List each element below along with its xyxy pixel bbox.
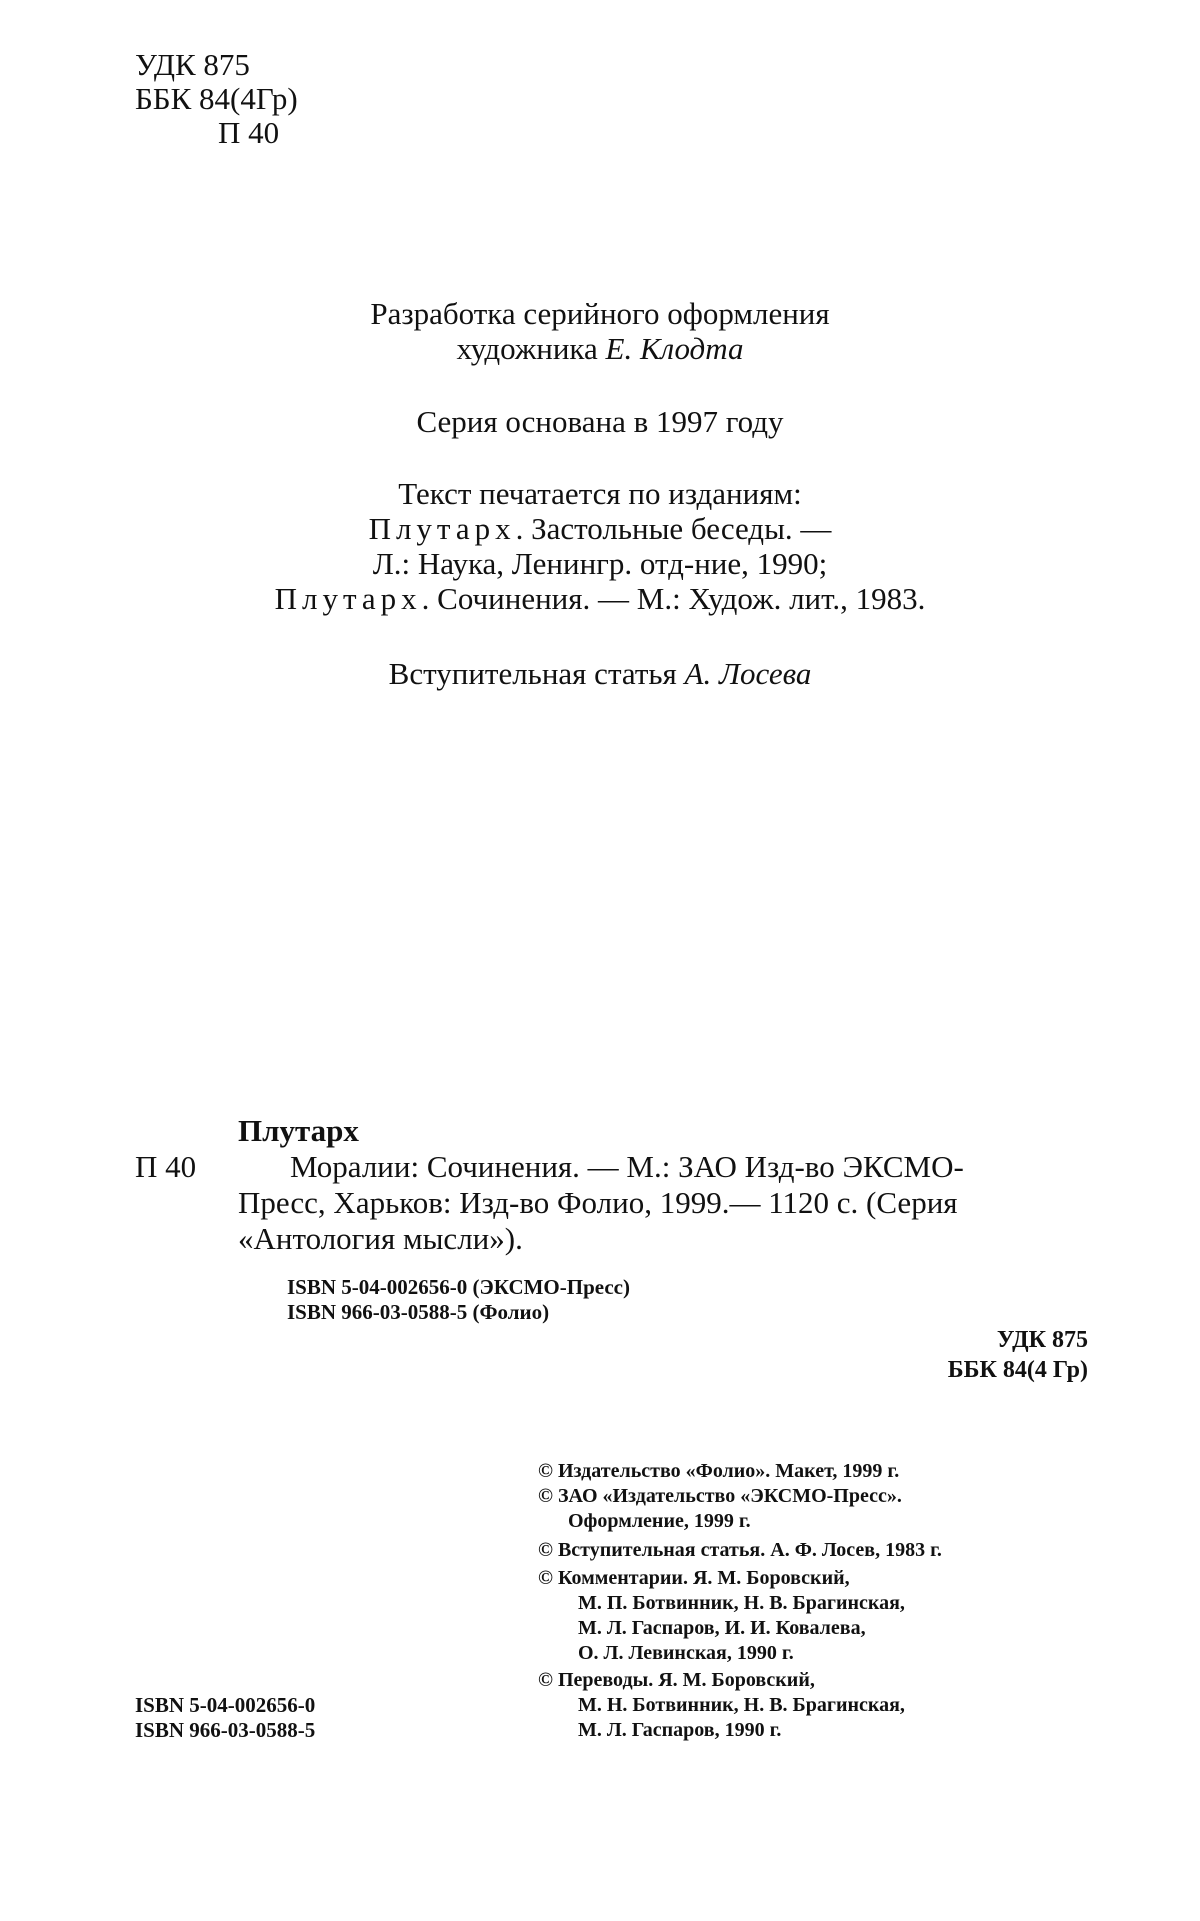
catalog-mark: П 40 xyxy=(135,1149,197,1184)
author-mark-top: П 40 xyxy=(218,115,280,150)
intro-article-line xyxy=(0,656,1200,691)
catalog-bbk: ББК 84(4 Гр) xyxy=(947,1357,1088,1383)
copyright-comments-2: М. П. Ботвинник, Н. В. Брагинская, xyxy=(578,1592,905,1614)
design-credit xyxy=(0,296,1200,366)
source-2-author: Плутарх xyxy=(274,581,422,616)
copyright-translations: © Переводы. Я. М. Боровский, xyxy=(538,1669,815,1691)
source-1 xyxy=(0,511,1200,546)
source-1-title: . Застольные беседы. — xyxy=(515,511,832,546)
sources-block xyxy=(0,476,1200,616)
source-1-author: Плутарх xyxy=(368,511,516,546)
copyright-comments-3: М. Л. Гаспаров, И. И. Ковалева, xyxy=(578,1617,866,1639)
copyright-translations-3: М. Л. Гаспаров, 1990 г. xyxy=(578,1719,782,1741)
catalog-isbn-2: ISBN 966-03-0588-5 (Фолио) xyxy=(287,1300,550,1324)
design-line-1: Разработка серийного оформления xyxy=(370,296,830,331)
intro-article xyxy=(0,656,1200,691)
sources-intro: Текст печатается по изданиям: xyxy=(398,476,802,511)
catalog-isbn-1: ISBN 5-04-002656-0 (ЭКСМО-Пресс) xyxy=(287,1275,630,1299)
copyright-eksmo: © ЗАО «Издательство «ЭКСМО-Пресс». xyxy=(538,1485,902,1507)
copyright-comments: © Комментарии. Я. М. Боровский, xyxy=(538,1567,850,1589)
source-1-imprint: Л.: Наука, Ленингр. отд-ние, 1990; xyxy=(372,546,828,581)
designer-name: Е. Клодта xyxy=(605,331,744,366)
intro-article-author: А. Лосева xyxy=(684,656,812,691)
bottom-isbn-2: ISBN 966-03-0588-5 xyxy=(135,1718,316,1742)
copyright-translations-2: М. Н. Ботвинник, Н. В. Брагинская, xyxy=(578,1694,905,1716)
design-prefix: художника xyxy=(456,331,606,366)
source-2-title: . Сочинения. — М.: Худож. лит., 1983. xyxy=(421,581,926,616)
series-note xyxy=(0,404,1200,439)
series-founded: Серия основана в 1997 году xyxy=(416,404,784,439)
copyright-comments-4: О. Л. Левинская, 1990 г. xyxy=(578,1642,794,1664)
copyright-intro: © Вступительная статья. А. Ф. Лосев, 1983 г. xyxy=(538,1539,942,1561)
design-line-2 xyxy=(0,331,1200,366)
intro-article-prefix: Вступительная статья xyxy=(388,656,685,691)
catalog-udk: УДК 875 xyxy=(996,1327,1088,1353)
catalog-line-3: «Антология мысли»). xyxy=(238,1221,523,1256)
copyright-eksmo-design: Оформление, 1999 г. xyxy=(568,1510,751,1532)
catalog-line-2: Пресс, Харьков: Изд-во Фолио, 1999.— 1120 с. (Серия xyxy=(238,1185,958,1220)
copyright-folio: © Издательство «Фолио». Макет, 1999 г. xyxy=(538,1460,900,1482)
bottom-isbn-1: ISBN 5-04-002656-0 xyxy=(135,1693,316,1717)
catalog-author-heading: Плутарх xyxy=(238,1113,359,1148)
source-2 xyxy=(0,581,1200,616)
udk-code-top: УДК 875 xyxy=(135,47,250,82)
bbk-code-top: ББК 84(4Гр) xyxy=(135,81,298,116)
catalog-line-1: Моралии: Сочинения. — М.: ЗАО Изд-во ЭКСМО- xyxy=(290,1149,964,1184)
